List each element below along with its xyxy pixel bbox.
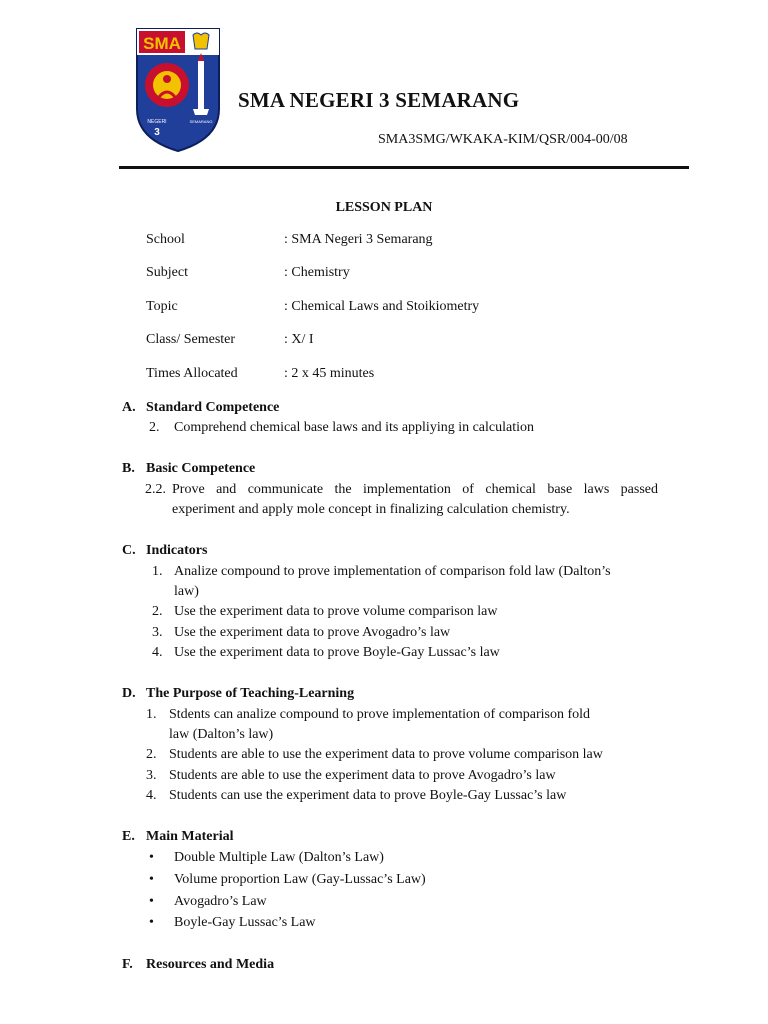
info-value-topic: : Chemical Laws and Stoikiometry	[284, 299, 480, 314]
indicator-number-1: 1.	[152, 564, 163, 579]
indicator-text-4: Use the experiment data to prove Boyle-Gay Lussac’s law	[174, 645, 500, 660]
material-bullet-4: •	[149, 915, 154, 930]
section-d-letter: D.	[122, 686, 136, 701]
purpose-text-1-line-1: Stdents can analize compound to prove implementation of comparison fold	[169, 707, 591, 722]
logo-negeri-text: NEGERI	[147, 119, 167, 125]
info-label-topic: Topic	[146, 299, 178, 314]
info-label-class: Class/ Semester	[146, 332, 236, 347]
school-logo	[135, 27, 221, 153]
info-value-subject: : Chemistry	[284, 265, 350, 280]
document-code: SMA3SMG/WKAKA-KIM/QSR/004-00/08	[378, 132, 628, 147]
indicator-text-1-line-1: Analize compound to prove implementation of comparison fold law (Dalton’s	[174, 564, 611, 579]
section-a-letter: A.	[122, 400, 136, 415]
indicator-text-2: Use the experiment data to prove volume comparison law	[174, 604, 498, 619]
material-bullet-1: •	[149, 850, 154, 865]
info-value-class: : X/ I	[284, 332, 314, 347]
section-b-title: Basic Competence	[146, 461, 256, 476]
logo-sma-text: SMA	[143, 34, 181, 53]
section-d-title: The Purpose of Teaching-Learning	[146, 686, 355, 701]
logo-number-text: 3	[154, 127, 160, 138]
header-divider	[119, 166, 689, 169]
material-text-4: Boyle-Gay Lussac’s Law	[174, 915, 316, 930]
info-label-school: School	[146, 232, 185, 247]
section-a-item-number: 2.	[149, 420, 160, 435]
section-c-title: Indicators	[146, 543, 208, 558]
material-text-1: Double Multiple Law (Dalton’s Law)	[174, 850, 384, 865]
section-e-letter: E.	[122, 829, 135, 844]
indicator-text-3: Use the experiment data to prove Avogadro’s law	[174, 625, 451, 640]
section-b-letter: B.	[122, 461, 135, 476]
purpose-text-3: Students are able to use the experiment data to prove Avogadro’s law	[169, 768, 556, 783]
purpose-number-1: 1.	[146, 707, 157, 722]
indicator-number-3: 3.	[152, 625, 163, 640]
indicator-text-1-line-2: law)	[174, 584, 199, 599]
purpose-text-4: Students can use the experiment data to prove Boyle-Gay Lussac’s law	[169, 788, 567, 803]
material-bullet-3: •	[149, 894, 154, 909]
material-text-2: Volume proportion Law (Gay-Lussac’s Law)	[174, 872, 426, 887]
material-text-3: Avogadro’s Law	[174, 894, 267, 909]
section-b-item-line-2: experiment and apply mole concept in finalizing calculation chemistry.	[172, 502, 570, 517]
purpose-number-4: 4.	[146, 788, 157, 803]
indicator-number-4: 4.	[152, 645, 163, 660]
school-title: SMA NEGERI 3 SEMARANG	[238, 88, 520, 112]
section-a-item-text: Comprehend chemical base laws and its appliying in calculation	[174, 420, 535, 435]
purpose-number-2: 2.	[146, 747, 157, 762]
section-b-item-line-1: Prove and communicate the implementation of chemical base laws passed	[172, 482, 658, 497]
purpose-number-3: 3.	[146, 768, 157, 783]
section-e-title: Main Material	[146, 829, 234, 844]
indicator-number-2: 2.	[152, 604, 163, 619]
info-label-subject: Subject	[146, 265, 188, 280]
section-f-letter: F.	[122, 957, 133, 972]
section-c-letter: C.	[122, 543, 136, 558]
info-value-school: : SMA Negeri 3 Semarang	[284, 232, 433, 247]
purpose-text-1-line-2: law (Dalton’s law)	[169, 727, 274, 742]
info-label-time: Times Allocated	[146, 366, 238, 381]
material-bullet-2: •	[149, 872, 154, 887]
section-f-title: Resources and Media	[146, 957, 275, 972]
section-a-title: Standard Competence	[146, 400, 280, 415]
page-title: LESSON PLAN	[335, 200, 433, 215]
info-value-time: : 2 x 45 minutes	[284, 366, 375, 381]
logo-city-text: SEMARANG	[189, 119, 213, 124]
section-b-item-number: 2.2.	[145, 482, 166, 497]
purpose-text-2: Students are able to use the experiment data to prove volume comparison law	[169, 747, 603, 762]
